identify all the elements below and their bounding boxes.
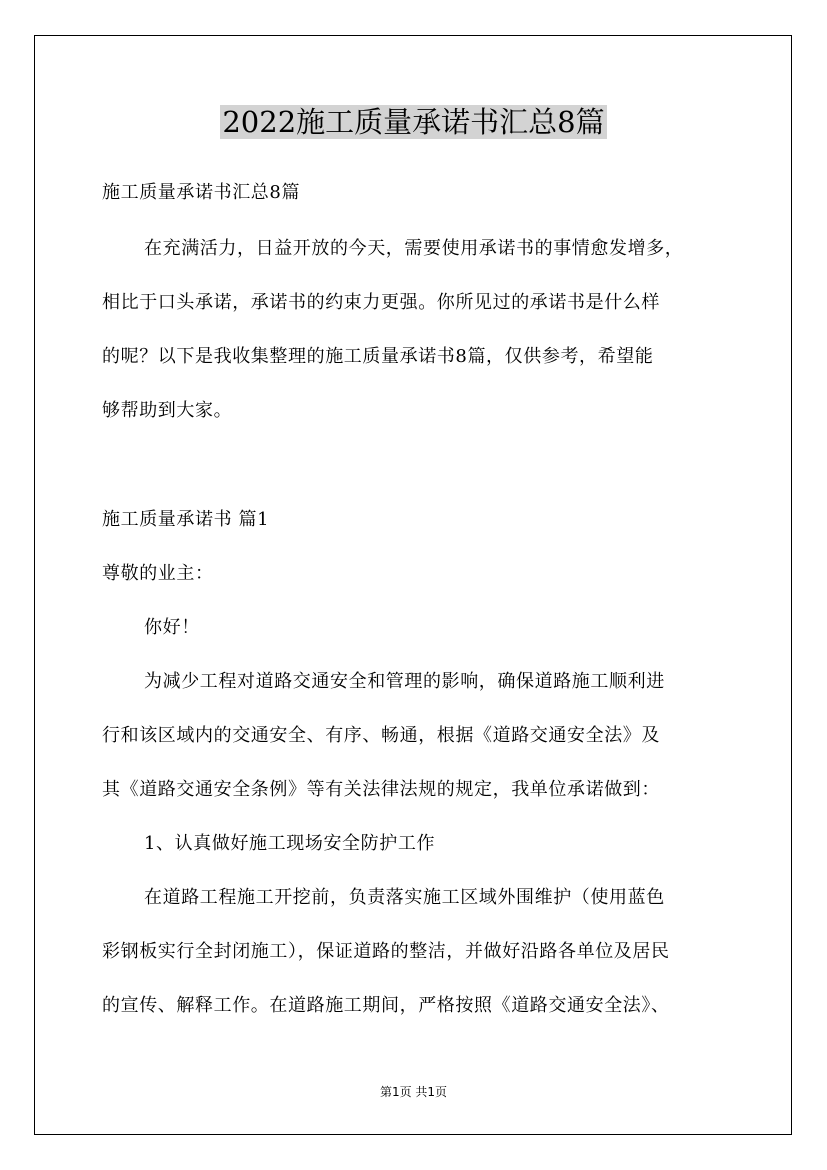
page-footer: 第1页 共1页 — [379, 1085, 448, 1099]
section-heading: 施工质量承诺书 篇1 — [102, 509, 270, 530]
salutation: 尊敬的业主： — [102, 563, 214, 584]
paragraph-line: 的宣传、解释工作。在道路施工期间，严格按照《道路交通安全法》、 — [102, 995, 670, 1016]
intro-line: 够帮助到大家。 — [102, 400, 233, 421]
paragraph-line: 其《道路交通安全条例》等有关法律法规的规定，我单位承诺做到： — [102, 779, 660, 800]
paragraph-line: 在道路工程施工开挖前，负责落实施工区域外围维护（使用蓝色 — [144, 887, 665, 908]
intro-heading: 施工质量承诺书汇总8篇 — [102, 182, 301, 203]
paragraph-line: 彩钢板实行全封闭施工），保证道路的整洁，并做好沿路各单位及居民 — [102, 941, 670, 962]
intro-line: 在充满活力，日益开放的今天，需要使用承诺书的事情愈发增多， — [144, 238, 684, 259]
paragraph-line: 行和该区域内的交通安全、有序、畅通，根据《道路交通安全法》及 — [102, 725, 660, 746]
greeting: 你好！ — [144, 617, 200, 638]
intro-line: 的呢？以下是我收集整理的施工质量承诺书8篇，仅供参考，希望能 — [102, 346, 654, 367]
intro-line: 相比于口头承诺，承诺书的约束力更强。你所见过的承诺书是什么样 — [102, 292, 660, 313]
document-title: 2022施工质量承诺书汇总8篇 — [222, 105, 605, 139]
list-item: 1、认真做好施工现场安全防护工作 — [144, 833, 436, 854]
paragraph-line: 为减少工程对道路交通安全和管理的影响，确保道路施工顺利进 — [144, 671, 665, 692]
